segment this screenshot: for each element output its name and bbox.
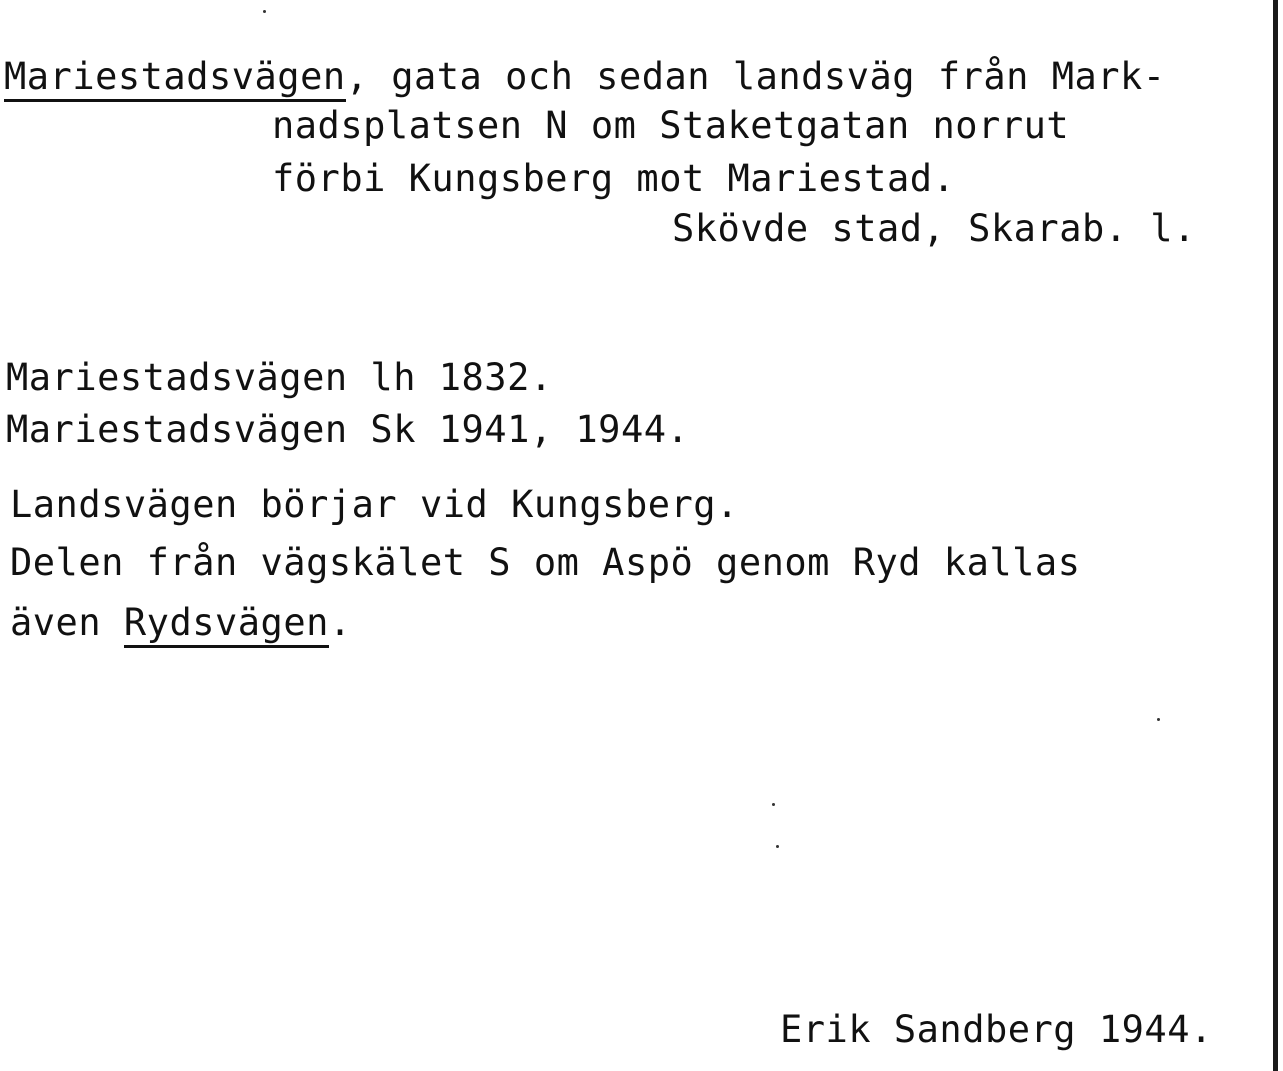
signature: Erik Sandberg 1944. [780, 1008, 1213, 1051]
ink-speck [1157, 718, 1160, 721]
heading-line-1 [4, 55, 1166, 99]
ink-speck [263, 10, 266, 13]
street-name: Mariestadsvägen [4, 55, 346, 102]
note-line-2: Delen från vägskälet S om Aspö genom Ryd kallas [10, 541, 1081, 584]
heading-line-3: förbi Kungsberg mot Mariestad. [272, 157, 956, 200]
heading-line-2: nadsplatsen N om Staketgatan norrut [272, 104, 1070, 147]
ink-speck [776, 845, 779, 848]
note-line-3 [10, 601, 352, 645]
note-line-3-suffix: . [328, 601, 352, 644]
ink-speck [772, 803, 775, 806]
source-line-1: Mariestadsvägen lh 1832. [6, 356, 553, 399]
source-line-2: Mariestadsvägen Sk 1941, 1944. [6, 408, 690, 451]
note-line-3-prefix: även [10, 601, 124, 644]
alternate-street-name: Rydsvägen [124, 601, 329, 648]
heading-line-1-rest: , gata och sedan landsväg från Mark- [345, 55, 1166, 98]
location-line: Skövde stad, Skarab. l. [672, 207, 1196, 250]
card-right-edge [1273, 0, 1278, 1071]
note-line-1: Landsvägen börjar vid Kungsberg. [10, 483, 739, 526]
